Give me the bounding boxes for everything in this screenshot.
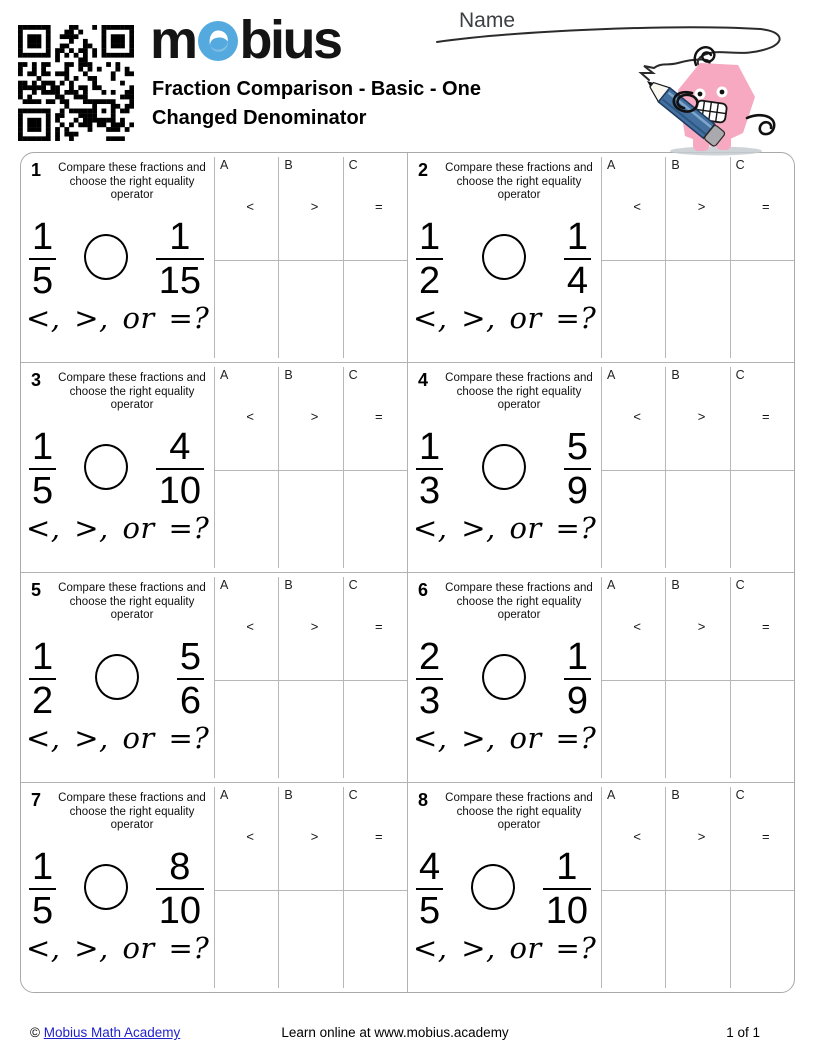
operator-prompt: <, >, or =? — [413, 930, 597, 965]
answer-operator-a: < — [633, 199, 641, 214]
answer-label-a: A — [220, 158, 229, 172]
right-fraction — [564, 215, 591, 302]
answer-grid — [601, 573, 794, 782]
answer-operator-a: < — [633, 829, 641, 844]
answer-grid — [601, 363, 794, 572]
answer-label-c: C — [348, 368, 358, 382]
answer-operator-c: = — [762, 619, 770, 634]
answer-label-a: A — [220, 368, 229, 382]
answer-option-c[interactable] — [343, 783, 407, 992]
answer-option-a[interactable] — [214, 363, 278, 572]
problem-number: 5 — [31, 580, 42, 600]
answer-circle[interactable] — [482, 234, 526, 280]
answer-label-c: C — [735, 578, 745, 592]
answer-operator-c: = — [762, 829, 770, 844]
left-numerator: 1 — [419, 215, 441, 258]
problem-statement — [408, 153, 601, 362]
answer-grid — [214, 153, 407, 362]
problem-number: 6 — [418, 580, 429, 600]
right-denominator: 10 — [156, 468, 204, 510]
answer-label-b: B — [671, 578, 680, 592]
problem-cell — [21, 363, 407, 572]
fraction-comparison — [29, 215, 204, 302]
mascot-shadow — [670, 147, 762, 156]
right-numerator: 1 — [566, 215, 588, 258]
operator-prompt: <, >, or =? — [413, 300, 597, 335]
left-denominator: 2 — [416, 258, 443, 300]
left-numerator: 1 — [32, 215, 54, 258]
answer-label-b: B — [671, 368, 680, 382]
answer-option-a[interactable] — [214, 573, 278, 782]
left-denominator: 5 — [29, 468, 56, 510]
answer-label-a: A — [607, 158, 616, 172]
answer-operator-b: > — [310, 829, 319, 844]
answer-option-a[interactable] — [601, 783, 665, 992]
problem-instruction: Compare these fractions and choose the right equality operator — [58, 162, 206, 202]
answer-option-c[interactable] — [343, 573, 407, 782]
answer-label-c: C — [348, 578, 358, 592]
problem-number: 7 — [31, 790, 42, 810]
problems-grid — [20, 152, 795, 993]
left-numerator: 1 — [419, 425, 441, 468]
answer-operator-a: < — [633, 409, 641, 424]
answer-option-b[interactable] — [278, 363, 342, 572]
answer-label-a: A — [220, 788, 229, 802]
right-fraction — [156, 215, 204, 302]
left-numerator: 2 — [419, 635, 441, 678]
problem-number: 8 — [418, 790, 429, 810]
answer-label-c: C — [348, 158, 358, 172]
answer-option-b[interactable] — [665, 573, 729, 782]
fraction-comparison — [416, 215, 591, 302]
operator-prompt: <, >, or =? — [26, 720, 210, 755]
right-fraction — [156, 845, 204, 932]
copyright — [22, 1025, 258, 1040]
answer-operator-a: < — [246, 619, 254, 634]
answer-option-c[interactable] — [730, 153, 794, 362]
answer-operator-b: > — [310, 409, 319, 424]
answer-circle[interactable] — [84, 864, 128, 910]
answer-option-a[interactable] — [601, 153, 665, 362]
answer-operator-b: > — [310, 619, 319, 634]
answer-label-a: A — [607, 368, 616, 382]
problem-row — [21, 572, 794, 782]
right-numerator: 1 — [169, 215, 191, 258]
right-fraction — [543, 845, 591, 932]
problem-instruction: Compare these fractions and choose the right equality operator — [58, 372, 206, 412]
operator-prompt: <, >, or =? — [26, 510, 210, 545]
right-numerator: 1 — [556, 845, 578, 888]
right-denominator: 9 — [564, 468, 591, 510]
operator-prompt: <, >, or =? — [26, 300, 210, 335]
problem-row — [21, 153, 794, 362]
problem-statement — [408, 573, 601, 782]
left-numerator: 1 — [32, 635, 54, 678]
answer-grid — [214, 363, 407, 572]
answer-label-b: B — [671, 158, 680, 172]
answer-operator-c: = — [375, 829, 383, 844]
header — [0, 0, 815, 152]
answer-label-b: B — [284, 788, 293, 802]
answer-label-a: A — [607, 788, 616, 802]
problem-statement — [21, 573, 214, 782]
left-denominator: 5 — [29, 888, 56, 930]
answer-label-b: B — [284, 158, 293, 172]
right-numerator: 5 — [566, 425, 588, 468]
problem-statement — [408, 363, 601, 572]
problem-instruction: Compare these fractions and choose the right equality operator — [445, 372, 593, 412]
fraction-comparison — [416, 425, 591, 512]
answer-grid — [601, 783, 794, 992]
answer-operator-b: > — [697, 199, 706, 214]
left-denominator: 3 — [416, 468, 443, 510]
fraction-comparison — [416, 845, 591, 932]
problem-number: 4 — [418, 370, 429, 390]
problem-cell — [407, 363, 794, 572]
left-fraction — [29, 215, 56, 302]
problem-number: 3 — [31, 370, 42, 390]
operator-prompt: <, >, or =? — [26, 930, 210, 965]
answer-option-b[interactable] — [665, 363, 729, 572]
problem-statement — [408, 783, 601, 992]
left-fraction — [416, 635, 443, 722]
answer-label-b: B — [671, 788, 680, 802]
answer-grid — [601, 153, 794, 362]
problem-instruction: Compare these fractions and choose the right equality operator — [445, 792, 593, 832]
operator-prompt: <, >, or =? — [413, 510, 597, 545]
answer-circle[interactable] — [482, 444, 526, 490]
answer-operator-c: = — [375, 409, 383, 424]
left-fraction — [416, 215, 443, 302]
problem-row — [21, 362, 794, 572]
left-denominator: 2 — [29, 678, 56, 720]
answer-option-c[interactable] — [343, 153, 407, 362]
answer-operator-b: > — [310, 199, 319, 214]
mascot-eye — [698, 92, 703, 97]
footer-tagline: Learn online at www.mobius.academy — [281, 1025, 509, 1040]
problem-cell — [21, 573, 407, 782]
mascot-right-arm — [747, 115, 774, 134]
problem-cell — [407, 783, 794, 992]
problem-statement — [21, 783, 214, 992]
fraction-comparison — [29, 635, 204, 722]
fraction-comparison — [416, 635, 591, 722]
answer-circle[interactable] — [84, 444, 128, 490]
operator-prompt: <, >, or =? — [413, 720, 597, 755]
answer-option-b[interactable] — [278, 153, 342, 362]
answer-option-b[interactable] — [665, 153, 729, 362]
answer-operator-a: < — [633, 619, 641, 634]
answer-operator-a: < — [246, 199, 254, 214]
answer-circle[interactable] — [471, 864, 515, 910]
left-denominator: 5 — [29, 258, 56, 300]
answer-circle[interactable] — [84, 234, 128, 280]
right-denominator: 15 — [156, 258, 204, 300]
answer-label-b: B — [284, 578, 293, 592]
answer-circle[interactable] — [482, 654, 526, 700]
right-denominator: 9 — [564, 678, 591, 720]
answer-option-b[interactable] — [278, 783, 342, 992]
right-numerator: 1 — [566, 635, 588, 678]
footer — [22, 1025, 793, 1040]
left-fraction — [416, 845, 443, 932]
answer-operator-c: = — [375, 199, 383, 214]
answer-label-c: C — [735, 368, 745, 382]
answer-grid — [214, 783, 407, 992]
left-fraction — [416, 425, 443, 512]
answer-label-b: B — [284, 368, 293, 382]
right-denominator: 10 — [156, 888, 204, 930]
problem-instruction: Compare these fractions and choose the right equality operator — [445, 582, 593, 622]
page-number: 1 of 1 — [726, 1025, 760, 1040]
name-label: Name — [459, 9, 516, 32]
answer-operator-b: > — [697, 829, 706, 844]
left-denominator: 3 — [416, 678, 443, 720]
answer-option-c[interactable] — [730, 573, 794, 782]
answer-option-b[interactable] — [278, 573, 342, 782]
copyright-symbol: © — [30, 1025, 40, 1040]
answer-option-b[interactable] — [665, 783, 729, 992]
left-fraction — [29, 845, 56, 932]
left-denominator: 5 — [416, 888, 443, 930]
fraction-comparison — [29, 425, 204, 512]
answer-option-a[interactable] — [214, 153, 278, 362]
logo-text-pre: m — [150, 10, 196, 70]
answer-option-a[interactable] — [214, 783, 278, 992]
answer-option-c[interactable] — [343, 363, 407, 572]
left-numerator: 4 — [419, 845, 441, 888]
right-fraction — [564, 425, 591, 512]
right-denominator: 6 — [177, 678, 204, 720]
answer-label-c: C — [735, 788, 745, 802]
right-denominator: 10 — [543, 888, 591, 930]
right-numerator: 5 — [179, 635, 201, 678]
problem-statement — [21, 153, 214, 362]
answer-label-c: C — [348, 788, 358, 802]
problem-cell — [21, 153, 407, 362]
problem-instruction: Compare these fractions and choose the right equality operator — [58, 582, 206, 622]
answer-label-a: A — [220, 578, 229, 592]
fraction-comparison — [29, 845, 204, 932]
mascot-pencil-character — [430, 0, 815, 160]
answer-option-a[interactable] — [601, 363, 665, 572]
answer-option-c[interactable] — [730, 783, 794, 992]
right-denominator: 4 — [564, 258, 591, 300]
answer-operator-c: = — [762, 409, 770, 424]
right-fraction — [177, 635, 204, 722]
qr-code — [18, 25, 134, 141]
left-fraction — [29, 635, 56, 722]
answer-operator-b: > — [697, 619, 706, 634]
right-numerator: 8 — [169, 845, 191, 888]
left-numerator: 1 — [32, 425, 54, 468]
mascot-eye — [720, 90, 725, 95]
answer-circle[interactable] — [95, 654, 139, 700]
answer-operator-a: < — [246, 829, 254, 844]
problem-number: 2 — [418, 160, 429, 180]
right-numerator: 4 — [169, 425, 191, 468]
logo-text-post: bius — [239, 10, 341, 70]
left-fraction — [29, 425, 56, 512]
logo-swirl-icon — [198, 21, 238, 61]
answer-operator-c: = — [762, 199, 770, 214]
problem-cell — [407, 153, 794, 362]
right-fraction — [564, 635, 591, 722]
problem-row — [21, 782, 794, 992]
problem-instruction: Compare these fractions and choose the right equality operator — [445, 162, 593, 202]
problem-number: 1 — [31, 160, 42, 180]
copyright-link[interactable]: Mobius Math Academy — [43, 1025, 181, 1040]
answer-operator-c: = — [375, 619, 383, 634]
worksheet-title: Fraction Comparison - Basic - One Changed Denominator — [152, 78, 481, 129]
right-fraction — [156, 425, 204, 512]
problem-cell — [21, 783, 407, 992]
answer-grid — [214, 573, 407, 782]
left-numerator: 1 — [32, 845, 54, 888]
answer-label-a: A — [607, 578, 616, 592]
answer-operator-b: > — [697, 409, 706, 424]
problem-statement — [21, 363, 214, 572]
problem-instruction: Compare these fractions and choose the right equality operator — [58, 792, 206, 832]
answer-option-a[interactable] — [601, 573, 665, 782]
answer-label-c: C — [735, 158, 745, 172]
answer-option-c[interactable] — [730, 363, 794, 572]
problem-cell — [407, 573, 794, 782]
answer-operator-a: < — [246, 409, 254, 424]
